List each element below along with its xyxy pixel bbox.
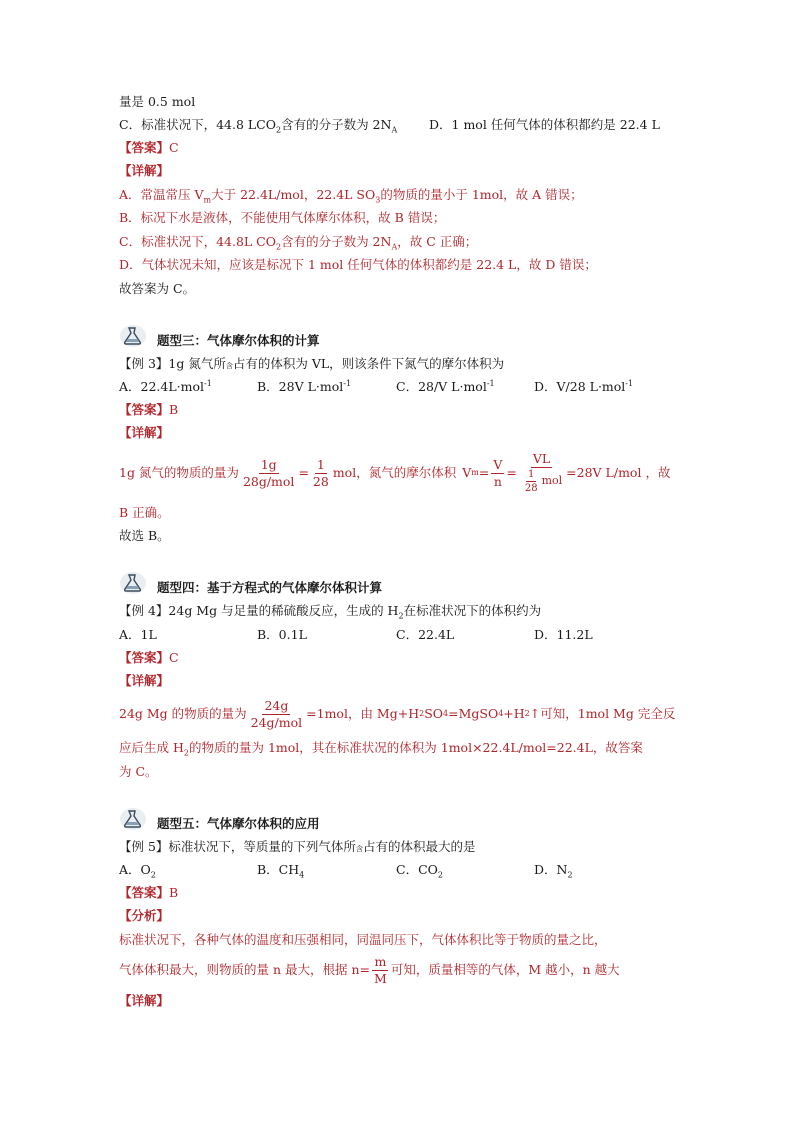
conclusion-line: 故答案为 C。: [119, 281, 196, 296]
answer-value: B: [169, 402, 179, 417]
flask-icon: [119, 806, 147, 832]
fraction: VL $\frac{1}{28}$ mol: [524, 451, 563, 494]
fraction: $\frac{1}{28}$: [312, 456, 329, 489]
option-b: B．28V L·mol$^{-1}$: [257, 378, 352, 394]
explanation-3: 1g 氮气的物质的量为 $\frac{1g}{\text{28g/mol}}$ = $\frac{1}{28}$ mol ，氮气的摩尔体积 V m = $\frac{V}{n}$ = VL $\frac{1}{28}$ mol =28V L/mol ，故: [119, 451, 671, 494]
option-c: C．标准状况下，44.8 $LCO_2$含有的分子数为 $2N_A$: [119, 117, 398, 135]
option-a: A．1L: [119, 627, 157, 642]
analysis-line2: 气体体积最大，则物质的量 n 最大，根据 n= $\frac{m}{M}$ 可知，质量相等的气体，M 越小，n 越大: [119, 953, 620, 986]
answer-line: 【答案】C: [119, 650, 179, 665]
answer-line: [119, 142, 179, 155]
explanation-4: 24g Mg 的物质的量为 $\frac{24g}{\text{24g/mol}}$ =1mol，由 Mg+H 2 SO 4 =MgSO 4 +H 2 ↑可知，1mol Mg 完全反: [119, 697, 676, 730]
answer-value: C: [169, 650, 179, 665]
analysis-label-line: 【分析】: [119, 908, 170, 923]
option-d: D．1 mol 任何气体的体积都约是 22.4 L: [429, 117, 660, 132]
answer-value: B: [169, 885, 179, 900]
answer-line: 【答案】B: [119, 885, 179, 900]
question-5: 【例 5】标准状况下，等质量的下列气体所含占有的体积最大的是: [119, 839, 476, 854]
detail-label-line: 【详解】: [119, 993, 170, 1008]
option-d: D．V/28 L·mol$^{-1}$: [534, 378, 634, 394]
fraction: $\frac{V}{n}$: [493, 456, 503, 489]
text-line: 量是 0.5 mol: [119, 94, 196, 109]
option-c: C．22.4L: [396, 627, 455, 642]
explanation-b: B．标况下水是液体，不能使用气体摩尔体积，故 B 错误；: [119, 210, 446, 225]
option-d: D．11.2L: [534, 627, 593, 642]
detail-label-line: 【详解】: [119, 425, 170, 440]
question-3: 【例 3】1g 氮气所含占有的体积为 VL，则该条件下氮气的摩尔体积为: [119, 356, 505, 371]
fraction: $\frac{m}{M}$: [374, 953, 387, 986]
flask-icon: [119, 323, 147, 349]
explanation-4-line2: 应后生成 $H_2$的物质的量为 1mol，其在标准状况的体积为 1mol×22.4L/mol=22.4L，故答案: [119, 740, 643, 758]
option-b: B．0.1L: [257, 627, 307, 642]
answer-value: C: [169, 140, 179, 155]
question-4: 【例 4】24g Mg 与足量的稀硫酸反应，生成的 $H_2$在标准状况下的体积约为: [119, 603, 542, 621]
fraction: $\frac{1g}{\text{28g/mol}}$: [242, 456, 295, 489]
detail-label: 【详解】: [119, 163, 170, 178]
option-b: B．$CH_4$: [257, 862, 305, 880]
explanation-c: C．标准状况下，44.8L $CO_2$含有的分子数为 $2N_A$，故 C 正确；: [119, 234, 478, 252]
option-d: D．$N_2$: [534, 862, 573, 880]
explanation-d: D．气体状况未知，应该是标况下 1 mol 任何气体的体积都约是 22.4 L，故 D 错误；: [119, 257, 597, 272]
option-c: C．$CO_2$: [396, 862, 443, 880]
explanation-3-end: B 正确。: [119, 505, 170, 520]
explanation-4-line3: 为 C。: [119, 764, 158, 779]
flask-icon: [119, 570, 147, 596]
fraction: $\frac{24g}{\text{24g/mol}}$: [250, 697, 303, 730]
option-a: A．22.4L·mol$^{-1}$: [119, 378, 212, 394]
explanation-a: A．常温常压 $V_m$大于 22.4L/mol，22.4L $SO_3$的物质的量小于 1mol，故 A 错误；: [119, 187, 583, 205]
answer-label: 【答案】: [119, 140, 170, 155]
detail-label-line: [119, 165, 169, 178]
answer-line: 【答案】B: [119, 402, 179, 417]
conclusion-line: 故选 B。: [119, 528, 170, 543]
analysis-line1: 标准状况下，各种气体的温度和压强相同，同温同压下，气体体积比等于物质的量之比，: [119, 932, 607, 947]
option-a: A．$O_2$: [119, 862, 156, 880]
option-c: C．28/V L·mol$^{-1}$: [396, 378, 495, 394]
detail-label-line: 【详解】: [119, 673, 170, 688]
